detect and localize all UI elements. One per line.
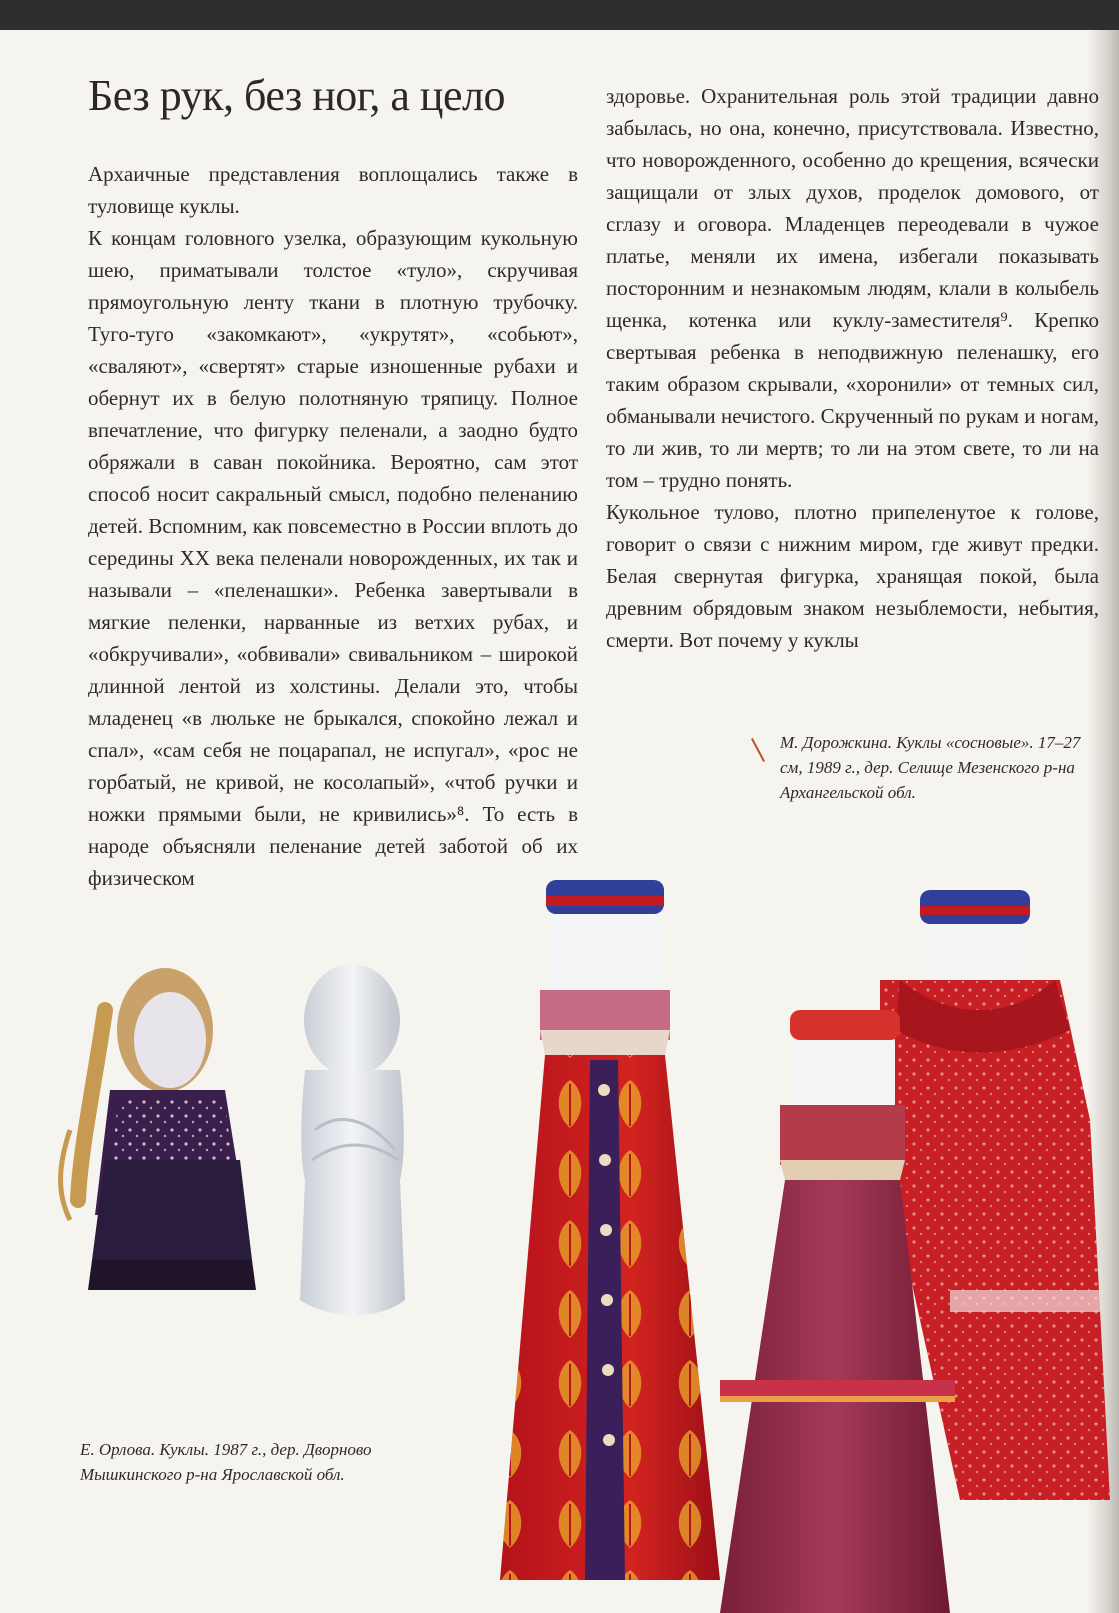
doll-dark-dress bbox=[61, 968, 256, 1290]
caption-leader-line bbox=[751, 738, 765, 762]
paragraph-intro: Архаичные представления воплощались также в туловище куклы. bbox=[88, 162, 578, 218]
text-column-right bbox=[606, 80, 1099, 656]
photo-caption-right: М. Дорожкина. Куклы «сосновые». 17–27 см, 1989 г., дер. Селище Мезенского р-на Архангельской обл. bbox=[780, 733, 1081, 802]
dolls-photo bbox=[0, 860, 1119, 1613]
doll-white-swaddled bbox=[300, 964, 405, 1315]
article-title: Без рук, без ног, а цело bbox=[88, 71, 505, 120]
paragraph-body-2: Кукольное тулово, плотно припеленутое к голове, говорит о связи с нижним миром, где живут предки. Белая свернутая фигурка, хранящая покой, была древним обрядовым знаком незыблемости, небытия, смерти. Вот почему у куклы bbox=[606, 500, 1099, 652]
scan-top-edge bbox=[0, 0, 1119, 30]
text-column-left bbox=[88, 158, 578, 894]
paragraph-body: К концам головного узелка, образующим кукольную шею, приматывали толстое «тулo», скручивая прямоугольную ленту ткани в плотную трубочку. Туго-туго «закомкают», «укрутят», «собьют», «сваляют», «свертят» старые изношенные рубахи и обернут их в белую полотняную тряпицу. Полное впечатление, что фигурку пеленали, а заодно будто обряжали в саван покойника. Вероятно, сам этот способ носит сакральный смысл, подобно пеленанию детей. Вспомним, как повсеместно в России вплоть до середины XX века пеленали новорожденных, их так и называли – «пеленашки». Ребенка завертывали в мягкие пеленки, нарванные из ветхих рубах, и «обкручивали», «обвивали» свивальником – широкой длинной лентой из холстины. Делали это, чтобы младенец «в люльке не брыкался, спокойно лежал и спал», «сам себя не поцарапал, не испугал», «рос не горбатый, не кривой, не косолапый», «чтоб ручки и ножки прямыми были, не кривились»⁸. То есть в народе объясняли пеленание детей заботой об их физическом bbox=[88, 226, 578, 890]
doll-red-sarafan bbox=[500, 880, 720, 1580]
photo-caption-left: Е. Орлова. Куклы. 1987 г., дер. Дворново Мышкинского р-на Ярославской обл. bbox=[80, 1440, 372, 1484]
paragraph-continued: здоровье. Охранительная роль этой традиции давно забылась, но она, конечно, присутствовала. Известно, что новорожденного, особенно до крещения, всячески защищали от злых духов, проделок домового, от сглазу и оговора. Младенцев переодевали в чужое платье, меняли их имена, избегали показывать посторонним и незнакомым людям, клали в колыбель щенка, котенка или куклу-заместителя⁹. Крепко свертывая ребенка в неподвижную пеленашку, его таким образом скрывали, «хоронили» от темных сил, обманывали нечистого. Скрученный по рукам и ногам, то ли жив, то ли мертв; то ли на этом свете, то ли на том – трудно понять. bbox=[606, 84, 1099, 492]
